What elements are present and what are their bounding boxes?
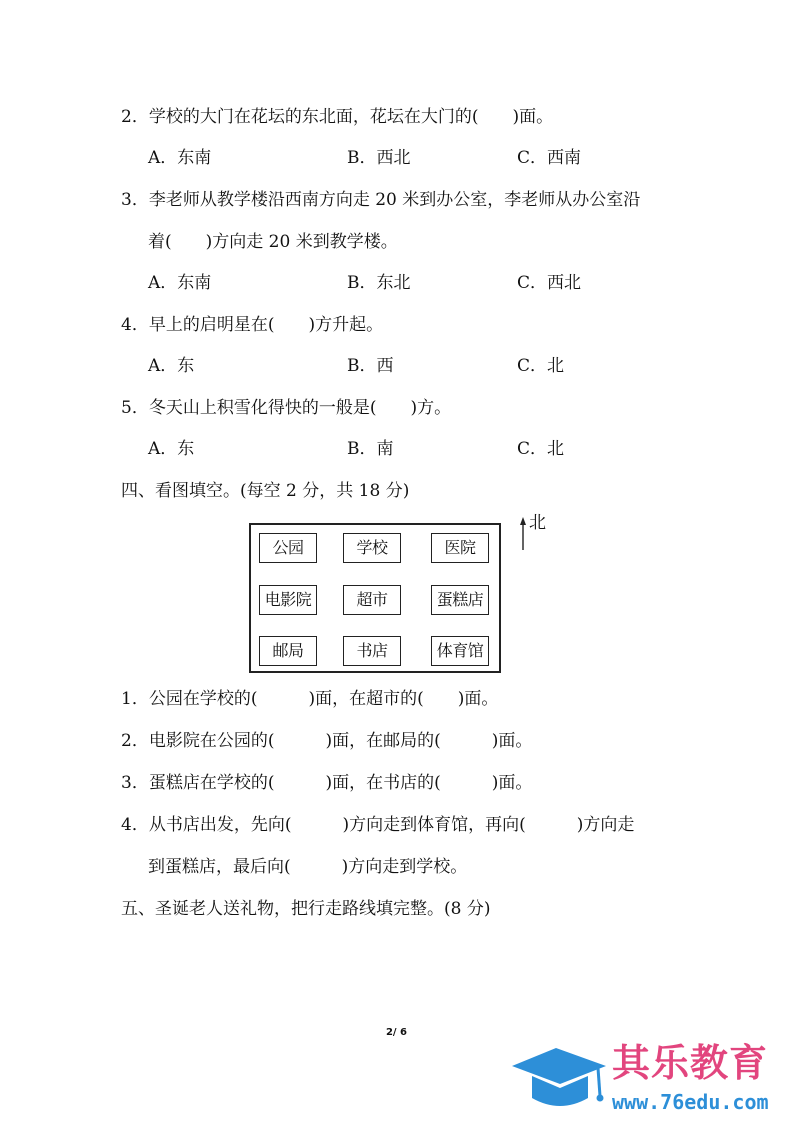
section-4-heading: 四、看图填空。(每空 2 分，共 18 分) [121, 481, 410, 501]
map-cell-bookstore: 书店 [343, 636, 401, 666]
map-cell-park: 公园 [259, 533, 317, 563]
question-5-stem: 5．冬天山上积雪化得快的一般是( )方。 [121, 398, 452, 418]
question-2-option-b: B．西北 [347, 148, 411, 168]
question-3-option-b: B．东北 [347, 273, 411, 293]
question-3-stem-line-2: 着( )方向走 20 米到教学楼。 [148, 232, 398, 252]
map-cell-post-office: 邮局 [259, 636, 317, 666]
logo-text: 其乐教育 [612, 1041, 769, 1085]
section-4-item-3: 3．蛋糕店在学校的( )面，在书店的( )面。 [121, 773, 533, 793]
question-5-option-b: B．南 [347, 439, 394, 459]
map-cell-hospital: 医院 [431, 533, 489, 563]
question-4-option-a: A．东 [148, 356, 195, 376]
map-cell-school: 学校 [343, 533, 401, 563]
logo-url: www.76edu.com [612, 1090, 769, 1114]
question-2-stem: 2．学校的大门在花坛的东北面，花坛在大门的( )面。 [121, 107, 554, 127]
question-3-option-c: C．西北 [517, 273, 582, 293]
question-2-option-a: A．东南 [148, 148, 212, 168]
question-5-option-a: A．东 [148, 439, 195, 459]
question-4-option-b: B．西 [347, 356, 394, 376]
question-3-stem-line-1: 3．李老师从教学楼沿西南方向走 20 米到办公室，李老师从办公室沿 [121, 190, 641, 210]
map-cell-bakery: 蛋糕店 [431, 585, 489, 615]
section-4-item-2: 2．电影院在公园的( )面，在邮局的( )面。 [121, 731, 533, 751]
question-5-option-c: C．北 [517, 439, 565, 459]
question-4-stem: 4．早上的启明星在( )方升起。 [121, 315, 384, 335]
section-5-heading: 五、圣诞老人送礼物，把行走路线填完整。(8 分) [121, 899, 491, 919]
section-4-item-4-line-2: 到蛋糕店，最后向( )方向走到学校。 [148, 857, 468, 877]
section-4-item-4-line-1: 4．从书店出发，先向( )方向走到体育馆，再向( )方向走 [121, 815, 635, 835]
section-4-item-1: 1．公园在学校的( )面，在超市的( )面。 [121, 689, 499, 709]
north-label: 北 [529, 513, 546, 533]
page-number: 2/ 6 [385, 1027, 408, 1038]
town-map [249, 523, 501, 673]
map-cell-stadium: 体育馆 [431, 636, 489, 666]
question-3-option-a: A．东南 [148, 273, 212, 293]
map-cell-cinema: 电影院 [259, 585, 317, 615]
map-cell-supermarket: 超市 [343, 585, 401, 615]
question-2-option-c: C．西南 [517, 148, 582, 168]
question-4-option-c: C．北 [517, 356, 565, 376]
